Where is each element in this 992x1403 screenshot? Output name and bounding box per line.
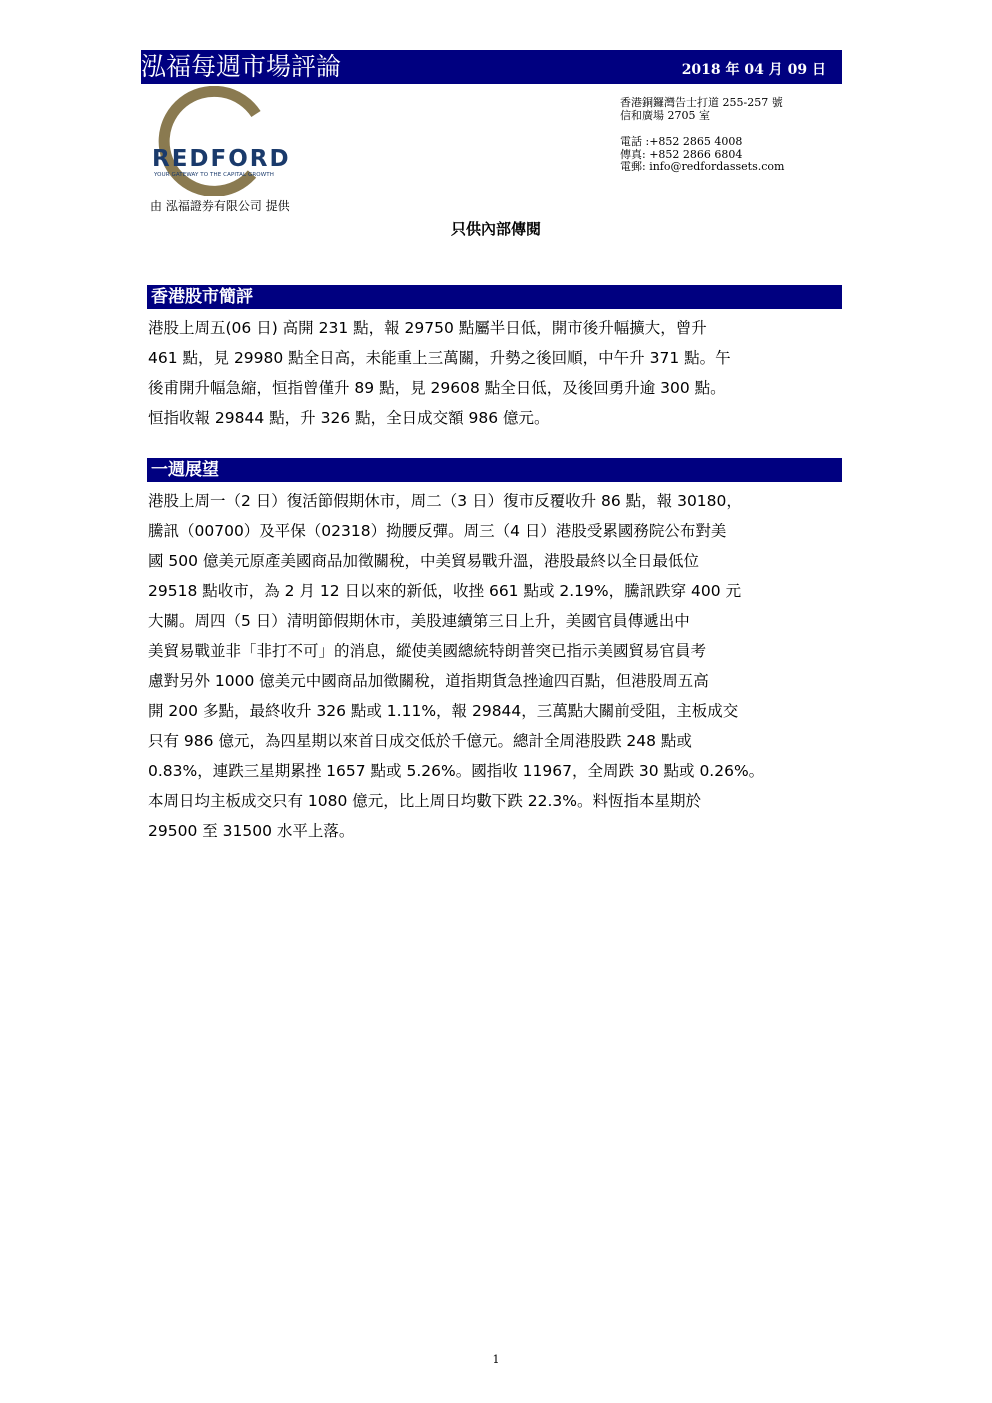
- logo-ring-icon: [148, 86, 308, 196]
- address-line-1: 香港銅鑼灣告士打道 255-257 號: [620, 96, 783, 109]
- paragraph-line: 港股上周一（2 日）復活節假期休市，周二（3 日）復市反覆收升 86 點，報 30180，: [148, 492, 742, 510]
- paragraph-line: 開 200 多點，最終收升 326 點或 1.11%，報 29844，三萬點大關前受阻，主板成交: [148, 702, 739, 720]
- fax: 傳真: +852 2866 6804: [620, 147, 743, 161]
- paragraph-line: 騰訊（00700）及平保（02318）拗腰反彈。周三（4 日）港股受累國務院公布對美: [148, 522, 727, 540]
- paragraph-line: 後甫開升幅急縮，恒指曾僅升 89 點，見 29608 點全日低，及後回勇升逾 300 點。: [148, 379, 726, 397]
- section-title: 香港股市簡評: [151, 287, 253, 307]
- redford-logo: [148, 86, 308, 196]
- paragraph-line: 461 點，見 29980 點全日高，未能重上三萬關，升勢之後回順，中午升 371 點。午: [148, 349, 731, 367]
- logo-brand: REDFORD: [152, 146, 291, 172]
- contact-block: [620, 97, 784, 174]
- paragraph-line: 慮對另外 1000 億美元中國商品加徵關稅，道指期貨急挫逾四百點，但港股周五高: [148, 672, 709, 690]
- paragraph-line: 國 500 億美元原產美國商品加徵關稅，中美貿易戰升溫，港股最終以全日最低位: [148, 552, 699, 570]
- paragraph-line: 只有 986 億元，為四星期以來首日成交低於千億元。總計全周港股跌 248 點或: [148, 732, 692, 750]
- header-bar: [141, 50, 842, 84]
- section-header-weekly-outlook: [147, 458, 842, 482]
- paragraph-line: 0.83%，連跌三星期累挫 1657 點或 5.26%。國指收 11967，全周跌 30 點或 0.26%。: [148, 762, 765, 780]
- email: 電郵: info@redfordassets.com: [620, 160, 785, 173]
- paragraph-line: 恒指收報 29844 點，升 326 點，全日成交額 986 億元。: [148, 409, 550, 427]
- page-number: 1: [492, 1353, 500, 1366]
- report-title: 泓福每週市場評論: [141, 52, 342, 81]
- logo-tagline: YOUR GATEWAY TO THE CAPITAL GROWTH: [154, 172, 274, 178]
- section-title: 一週展望: [151, 460, 219, 480]
- phone: 電話 :+852 2865 4008: [620, 135, 743, 148]
- paragraph-line: 本周日均主板成交只有 1080 億元，比上周日均數下跌 22.3%。料恆指本星期於: [148, 792, 701, 810]
- internal-circulation-note: 只供內部傳閱: [450, 220, 541, 238]
- paragraph-line: 美貿易戰並非「非打不可」的消息，縱使美國總統特朗普突已指示美國貿易官員考: [148, 642, 707, 660]
- section-header-hk-market: [147, 285, 842, 309]
- paragraph-line: 29500 至 31500 水平上落。: [148, 822, 355, 840]
- section-body-hk-market: [148, 313, 848, 433]
- address-line-2: 信和廣場 2705 室: [620, 108, 710, 122]
- paragraph-line: 29518 點收市，為 2 月 12 日以來的新低，收挫 661 點或 2.19%，騰訊跌穿 400 元: [148, 582, 742, 600]
- paragraph-line: 大關。周四（5 日）清明節假期休市，美股連續第三日上升，美國官員傳遞出中: [148, 612, 690, 630]
- section-body-weekly-outlook: [148, 486, 848, 846]
- report-date: 2018 年 04 月 09 日: [681, 62, 826, 78]
- provider-note: 由 泓福證券有限公司 提供: [150, 199, 290, 213]
- paragraph-line: 港股上周五(06 日) 高開 231 點，報 29750 點屬半日低，開市後升幅擴大，曾升: [148, 319, 707, 337]
